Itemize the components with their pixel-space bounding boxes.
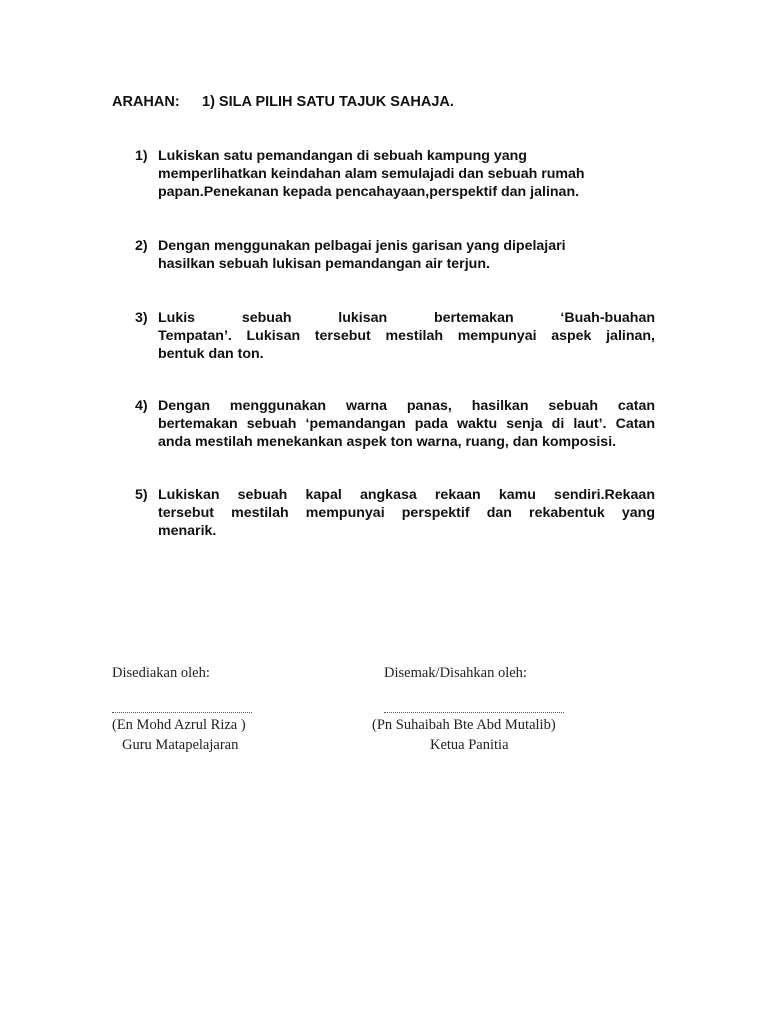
- topic-item-3: [135, 309, 655, 364]
- prepared-by-label: Disediakan oleh:: [112, 665, 210, 681]
- instructions-text: 1) SILA PILIH SATU TAJUK SAHAJA.: [202, 94, 454, 110]
- topic-line: anda mestilah menekankan aspek ton warna, ruang, dan komposisi.: [158, 434, 617, 451]
- topic-line: papan.Penekanan kepada pencahayaan,perspektif dan jalinan.: [158, 184, 580, 201]
- topic-line: bentuk dan ton.: [158, 346, 264, 363]
- topic-line: hasilkan sebuah lukisan pemandangan air terjun.: [158, 256, 490, 273]
- prepared-signature-line: [112, 712, 252, 713]
- topic-item-2: [135, 237, 655, 273]
- verified-by-name: (Pn Suhaibah Bte Abd Mutalib): [372, 717, 556, 733]
- topic-item-4: [135, 397, 655, 452]
- topic-item-1: [135, 147, 655, 202]
- topic-number: 2): [135, 238, 148, 254]
- topic-line: Dengan menggunakan warna panas, hasilkan sebuah catan: [158, 398, 655, 414]
- topic-number: 3): [135, 310, 148, 326]
- topic-number: 4): [135, 398, 148, 414]
- topic-line: bertemakan sebuah ‘pemandangan pada waktu senja di laut’. Catan: [158, 416, 655, 433]
- topic-item-5: [135, 486, 655, 541]
- instructions-heading: [112, 94, 454, 110]
- prepared-by-name: (En Mohd Azrul Riza ): [112, 717, 246, 733]
- topic-line: menarik.: [158, 523, 217, 540]
- topic-line: Tempatan’. Lukisan tersebut mestilah mempunyai aspek jalinan,: [158, 328, 655, 345]
- topic-line: memperlihatkan keindahan alam semulajadi dan sebuah rumah: [158, 166, 585, 183]
- verified-signature-line: [384, 712, 564, 713]
- verified-by-title: Ketua Panitia: [430, 737, 509, 753]
- instructions-label: ARAHAN:: [112, 94, 180, 110]
- topic-number: 5): [135, 487, 148, 503]
- topic-line: Lukiskan sebuah kapal angkasa rekaan kamu sendiri.Rekaan: [158, 487, 655, 503]
- prepared-by-title: Guru Matapelajaran: [122, 737, 239, 753]
- topic-line: Dengan menggunakan pelbagai jenis garisan yang dipelajari: [158, 238, 566, 254]
- verified-by-label: Disemak/Disahkan oleh:: [384, 665, 527, 681]
- topic-line: Lukiskan satu pemandangan di sebuah kampung yang: [158, 148, 527, 164]
- topic-number: 1): [135, 148, 148, 164]
- topic-line: Lukis sebuah lukisan bertemakan ‘Buah-buahan: [158, 310, 655, 326]
- topic-line: tersebut mestilah mempunyai perspektif dan rekabentuk yang: [158, 505, 655, 522]
